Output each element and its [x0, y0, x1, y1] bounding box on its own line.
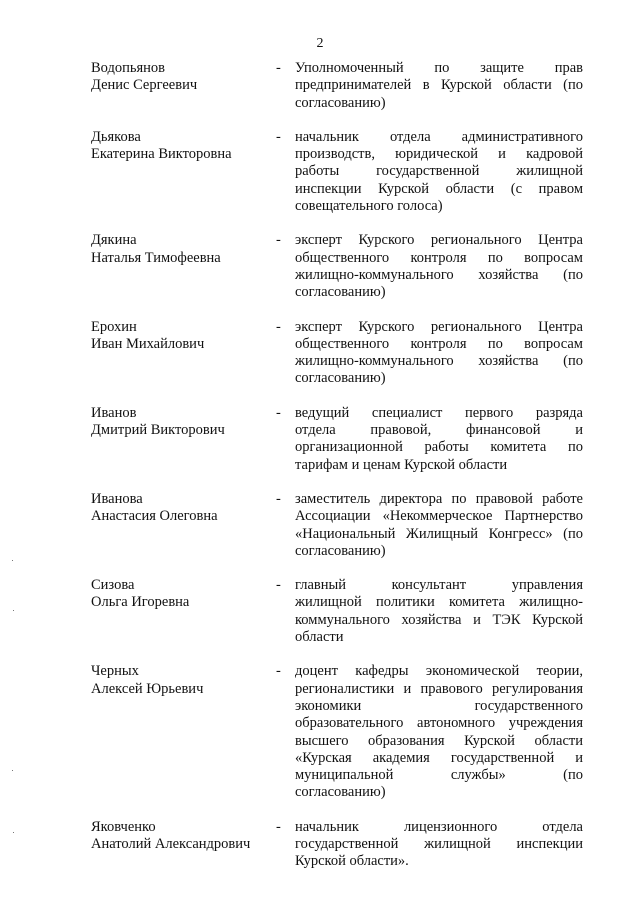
role-line: организационной работы комитета по — [295, 439, 583, 456]
role-line: эксперт Курского регионального Центра — [295, 232, 583, 249]
member-given-name: Иван Михайлович — [91, 335, 205, 352]
scan-speck — [12, 560, 13, 561]
member-dash: - — [276, 818, 281, 835]
page-number: 2 — [316, 36, 324, 51]
member-surname: Сизова — [91, 577, 135, 594]
role-line: производств, юридической и кадровой — [295, 146, 583, 163]
member-entry — [91, 232, 583, 301]
member-given-name: Наталья Тимофеевна — [91, 249, 221, 266]
role-line: ведущий специалист первого разряда — [295, 404, 583, 421]
member-entry — [91, 129, 583, 215]
member-dash: - — [276, 663, 281, 680]
role-line: Ассоциации «Некоммерческое Партнерство — [295, 508, 583, 525]
role-line: жилищно-коммунального хозяйства (по — [295, 266, 583, 283]
member-given-name: Анастасия Олеговна — [91, 508, 218, 525]
member-surname: Иванова — [91, 490, 143, 507]
role-line: инспекции Курской области (с правом — [295, 180, 583, 197]
member-role — [295, 405, 583, 474]
member-entry — [91, 663, 583, 801]
member-role — [295, 129, 583, 215]
role-line: области — [295, 629, 344, 646]
member-surname: Черных — [91, 663, 139, 680]
role-line: общественного контроля по вопросам — [295, 335, 583, 352]
member-dash: - — [276, 318, 281, 335]
member-surname: Иванов — [91, 404, 137, 421]
role-line: тарифам и ценам Курской области — [295, 456, 508, 473]
member-entry — [91, 319, 583, 388]
member-surname: Дьякова — [91, 128, 141, 145]
role-line: заместитель директора по правовой работе — [295, 490, 583, 507]
role-line: экономики государственного — [295, 697, 583, 714]
member-name — [91, 232, 276, 267]
role-line: Курской области». — [295, 853, 409, 870]
role-line: образовательного автономного учреждения — [295, 715, 583, 732]
member-dash: - — [276, 577, 281, 594]
scan-speck — [13, 832, 14, 833]
member-given-name: Денис Сергеевич — [91, 77, 198, 94]
member-dash: - — [276, 232, 281, 249]
role-line: работы государственной жилищной — [295, 163, 583, 180]
role-line: Уполномоченный по защите прав — [295, 60, 583, 76]
role-line: доцент кафедры экономической теории, — [295, 663, 583, 680]
member-name — [91, 577, 276, 612]
scan-speck — [12, 770, 13, 771]
role-line: согласованию) — [295, 370, 386, 387]
member-given-name: Екатерина Викторовна — [91, 146, 232, 163]
role-line: высшего образования Курской области — [295, 732, 583, 749]
member-name — [91, 405, 276, 440]
role-line: «Национальный Жилищный Конгресс» (по — [295, 525, 583, 542]
member-entry — [91, 405, 583, 474]
member-list — [91, 60, 583, 871]
role-line: согласованию) — [295, 284, 386, 301]
member-surname: Водопьянов — [91, 60, 166, 76]
role-line: согласованию) — [295, 94, 386, 111]
member-entry — [91, 819, 583, 871]
role-line: муниципальной службы» (по — [295, 767, 583, 784]
member-dash: - — [276, 404, 281, 421]
role-line: регионалистики и правового регулирования — [295, 680, 583, 697]
role-line: эксперт Курского регионального Центра — [295, 318, 583, 335]
role-line: жилищной политики комитета жилищно- — [295, 594, 583, 611]
member-surname: Яковченко — [91, 818, 156, 835]
member-name — [91, 129, 276, 164]
role-line: согласованию) — [295, 784, 386, 801]
role-line: согласованию) — [295, 542, 386, 559]
role-line: «Курская академия государственной и — [295, 749, 583, 766]
member-given-name: Алексей Юрьевич — [91, 680, 204, 697]
role-line: государственной жилищной инспекции — [295, 835, 583, 852]
member-dash: - — [276, 60, 281, 76]
member-dash: - — [276, 128, 281, 145]
role-line: отдела правовой, финансовой и — [295, 422, 583, 439]
scan-speck — [13, 610, 14, 611]
member-name — [91, 491, 276, 526]
member-role — [295, 491, 583, 560]
role-line: предпринимателей в Курской области (по — [295, 77, 583, 94]
member-role — [295, 60, 583, 112]
member-entry — [91, 60, 583, 112]
role-line: начальник отдела административного — [295, 128, 583, 145]
member-role — [295, 232, 583, 301]
role-line: жилищно-коммунального хозяйства (по — [295, 353, 583, 370]
role-line: общественного контроля по вопросам — [295, 249, 583, 266]
member-given-name: Дмитрий Викторович — [91, 422, 225, 439]
role-line: совещательного голоса) — [295, 198, 443, 215]
member-given-name: Ольга Игоревна — [91, 594, 190, 611]
member-role — [295, 319, 583, 388]
member-name — [91, 60, 276, 95]
member-entry — [91, 491, 583, 560]
member-role — [295, 663, 583, 801]
member-given-name: Анатолий Александрович — [91, 835, 251, 852]
member-name — [91, 319, 276, 354]
member-name — [91, 819, 276, 854]
member-role — [295, 819, 583, 871]
member-role — [295, 577, 583, 646]
member-surname: Ерохин — [91, 318, 137, 335]
member-surname: Дякина — [91, 232, 137, 249]
role-line: начальник лицензионного отдела — [295, 818, 583, 835]
member-name — [91, 663, 276, 698]
role-line: коммунального хозяйства и ТЭК Курской — [295, 611, 583, 628]
member-dash: - — [276, 490, 281, 507]
member-entry — [91, 577, 583, 646]
role-line: главный консультант управления — [295, 577, 583, 594]
